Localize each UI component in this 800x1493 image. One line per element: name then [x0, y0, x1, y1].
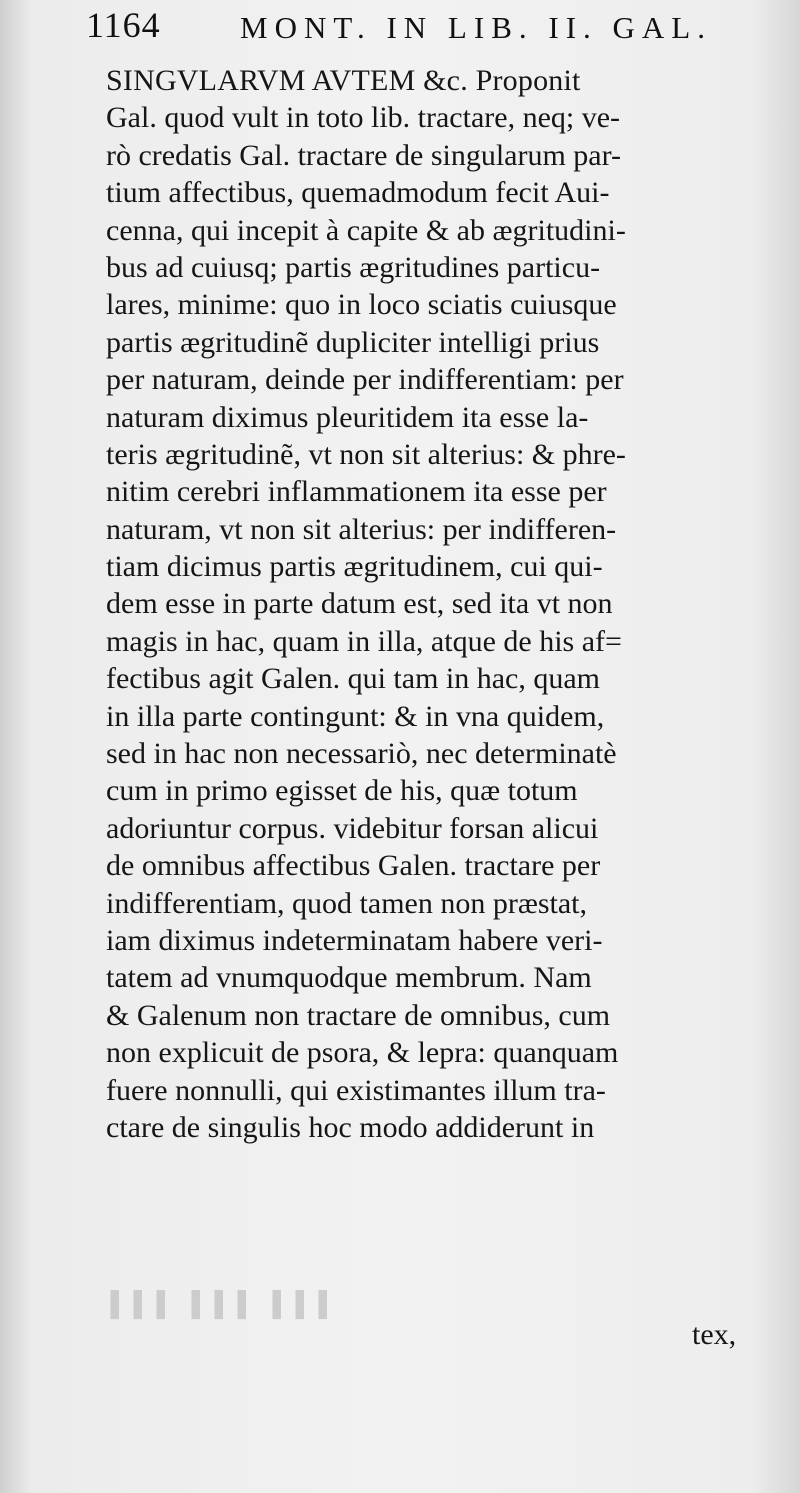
text-line: rò credatis Gal. tractare de singularum par-	[106, 138, 621, 172]
text-line: tatem ad vnumquodque membrum. Nam	[106, 961, 592, 995]
text-line: tiam dicimus partis ægritudinem, cui qui-	[106, 550, 603, 584]
text-line: de omnibus affectibus Galen. tractare per	[106, 849, 601, 883]
text-line: teris ægritudinẽ, vt non sit alterius: & phre-	[106, 437, 626, 471]
show-through-ink: ▌▌▌ ▌▌▌ ▌▌▌	[96, 1292, 328, 1318]
text-line: cenna, qui incepit à capite & ab ægritudini-	[106, 213, 626, 247]
text-line: sed in hac non necessariò, nec determinatè	[106, 737, 617, 771]
text-line: bus ad cuiusq; partis ægritudines particu-	[106, 250, 601, 284]
text-line: naturam, vt non sit alterius: per indifferen-	[106, 512, 617, 546]
text-line: ctare de singulis hoc modo addiderunt in	[106, 1110, 595, 1144]
text-line: cum in primo egisset de his, quæ totum	[106, 774, 578, 808]
text-line: Gal. quod vult in toto lib. tractare, neq; ve-	[106, 101, 621, 135]
text-line: magis in hac, quam in illa, atque de his af=	[106, 624, 622, 658]
text-line: fuere nonnulli, qui existimantes illum tra-	[106, 1073, 606, 1107]
text-line: lares, minime: quo in loco sciatis cuiusque	[106, 288, 617, 322]
text-line: SINGVLARVM AVTEM &c. Proponit	[106, 64, 581, 97]
running-head: MONT. IN LIB. II. GAL.	[240, 10, 712, 45]
page-number: 1164	[86, 5, 161, 45]
text-line: non explicuit de psora, & lepra: quanquam	[106, 1036, 619, 1070]
text-line: dem esse in parte datum est, sed ita vt non	[106, 587, 613, 621]
text-line: & Galenum non tractare de omnibus, cum	[106, 998, 611, 1032]
text-line: per naturam, deinde per indifferentiam: per	[106, 363, 624, 397]
catchword: tex,	[692, 1318, 737, 1351]
text-line: iam diximus indeterminatam habere veri-	[106, 923, 603, 957]
text-line: tium affectibus, quemadmodum fecit Aui-	[106, 176, 610, 210]
text-line: fectibus agit Galen. qui tam in hac, quam	[106, 662, 601, 696]
text-line: in illa parte contingunt: & in vna quidem,	[106, 699, 605, 733]
text-line: indifferentiam, quod tamen non præstat,	[106, 886, 588, 920]
body-text	[106, 62, 766, 1146]
text-line: naturam diximus pleuritidem ita esse la-	[106, 400, 589, 434]
text-line: partis ægritudinẽ dupliciter intelligi prius	[106, 325, 600, 359]
text-line: adoriuntur corpus. videbitur forsan alicui	[106, 811, 599, 845]
text-line: nitim cerebri inflammationem ita esse per	[106, 475, 607, 509]
